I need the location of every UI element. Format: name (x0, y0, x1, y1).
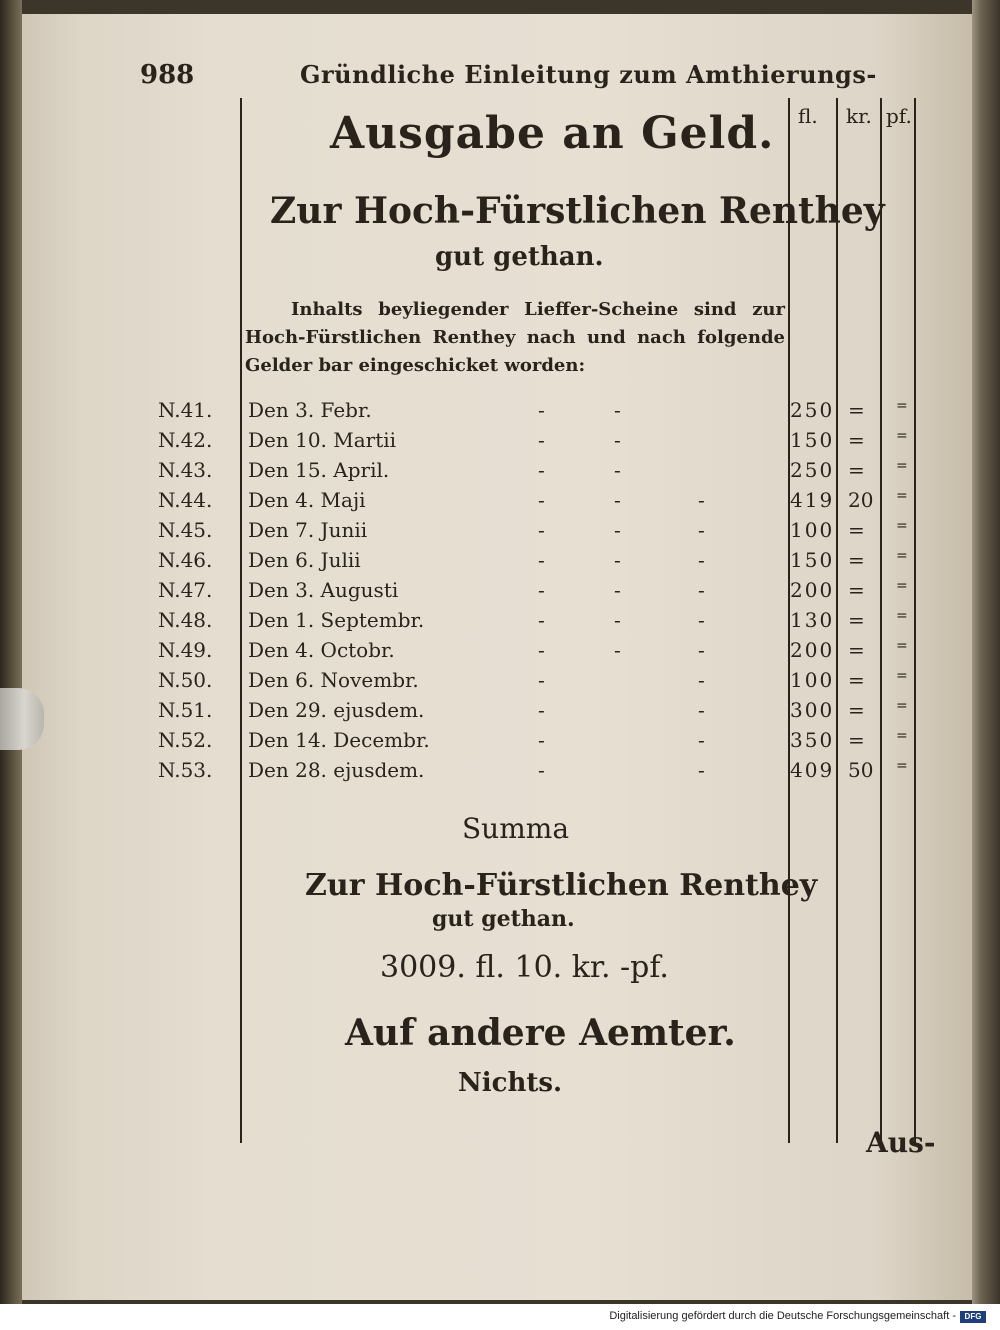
entry-dash: - (538, 398, 545, 422)
entry-florins: 100 (790, 668, 835, 692)
entry-dash: - (538, 728, 545, 752)
entry-date: Den 4. Octobr. (248, 638, 395, 662)
column-header-pf: pf. (886, 104, 912, 128)
entry-dash: - (698, 578, 705, 602)
page-number: 988 (140, 60, 195, 90)
table-row (158, 638, 918, 668)
table-row (158, 458, 918, 488)
entry-dash: - (538, 548, 545, 572)
entry-number: N.49. (158, 638, 213, 662)
entry-kreuzer: = (848, 638, 865, 662)
entry-kreuzer: = (848, 458, 865, 482)
entry-dash: - (698, 698, 705, 722)
entry-date: Den 6. Novembr. (248, 668, 419, 692)
table-row (158, 698, 918, 728)
entry-kreuzer: = (848, 728, 865, 752)
entry-number: N.53. (158, 758, 213, 782)
entry-kreuzer: = (848, 518, 865, 542)
entry-pfennig: = (896, 458, 908, 474)
entry-date: Den 4. Maji (248, 488, 366, 512)
entry-florins: 300 (790, 698, 835, 722)
entry-date: Den 29. ejusdem. (248, 698, 425, 722)
entry-kreuzer: = (848, 398, 865, 422)
entry-dash: - (614, 578, 621, 602)
entry-pfennig: = (896, 758, 908, 774)
summa-label: Summa (462, 812, 570, 845)
entry-kreuzer: = (848, 578, 865, 602)
entry-florins: 250 (790, 398, 835, 422)
entry-florins: 419 (790, 488, 835, 512)
entry-dash: - (538, 698, 545, 722)
entry-dash: - (614, 518, 621, 542)
other-offices-heading: Auf andere Aemter. (345, 1012, 736, 1054)
entry-kreuzer: = (848, 548, 865, 572)
entry-pfennig: = (896, 548, 908, 564)
footer-credit: Digitalisierung gefördert durch die Deutsche Forschungsgemeinschaft - (609, 1310, 956, 1322)
entry-florins: 150 (790, 428, 835, 452)
page-clip (0, 688, 44, 750)
entry-pfennig: = (896, 608, 908, 624)
dfg-logo: DFG (960, 1311, 986, 1323)
page-title: Ausgabe an Geld. (330, 108, 775, 159)
entry-kreuzer: = (848, 698, 865, 722)
entry-dash: - (698, 668, 705, 692)
entry-kreuzer: 20 (848, 488, 874, 512)
entry-date: Den 15. April. (248, 458, 390, 482)
entry-date: Den 3. Augusti (248, 578, 399, 602)
entry-kreuzer: = (848, 428, 865, 452)
entry-number: N.50. (158, 668, 213, 692)
entry-pfennig: = (896, 668, 908, 684)
running-head: Gründliche Einleitung zum Amthierungs- (300, 60, 877, 89)
entry-dash: - (538, 428, 545, 452)
column-header-kr: kr. (846, 104, 872, 128)
table-row (158, 428, 918, 458)
book-fore-edge (972, 0, 1000, 1304)
entry-date: Den 14. Decembr. (248, 728, 430, 752)
entry-dash: - (538, 668, 545, 692)
entry-pfennig: = (896, 728, 908, 744)
nothing-label: Nichts. (458, 1068, 563, 1098)
entry-florins: 250 (790, 458, 835, 482)
book-spine-edge (0, 0, 22, 1304)
entry-dash: - (698, 488, 705, 512)
entry-dash: - (614, 398, 621, 422)
entry-dash: - (698, 638, 705, 662)
entry-dash: - (538, 458, 545, 482)
entry-date: Den 3. Febr. (248, 398, 372, 422)
entry-number: N.46. (158, 548, 213, 572)
entry-kreuzer: = (848, 668, 865, 692)
entry-dash: - (698, 728, 705, 752)
table-row (158, 758, 918, 788)
column-header-fl: fl. (798, 104, 818, 128)
entry-number: N.41. (158, 398, 213, 422)
entry-dash: - (538, 578, 545, 602)
summa-total: 3009. fl. 10. kr. -pf. (380, 950, 669, 985)
entry-date: Den 6. Julii (248, 548, 361, 572)
entry-pfennig: = (896, 518, 908, 534)
intro-paragraph: Inhalts beyliegender Lieffer-Scheine sind zur Hoch-Fürstlichen Renthey nach und nach folgende Gelder bar eingeschicket worden: (245, 299, 785, 376)
table-row (158, 578, 918, 608)
entry-kreuzer: 50 (848, 758, 874, 782)
entry-pfennig: = (896, 428, 908, 444)
catchword: Aus- (866, 1126, 936, 1159)
entry-number: N.42. (158, 428, 213, 452)
entry-dash: - (614, 428, 621, 452)
entry-florins: 200 (790, 638, 835, 662)
entry-number: N.44. (158, 488, 213, 512)
summa-heading: Zur Hoch-Fürstlichen Renthey (305, 868, 818, 903)
entry-pfennig: = (896, 638, 908, 654)
table-row (158, 548, 918, 578)
entry-dash: - (698, 548, 705, 572)
entry-florins: 100 (790, 518, 835, 542)
table-row (158, 728, 918, 758)
entry-dash: - (538, 638, 545, 662)
table-row (158, 668, 918, 698)
summa-subheading: gut gethan. (432, 906, 575, 932)
entry-date: Den 7. Junii (248, 518, 368, 542)
entry-dash: - (698, 518, 705, 542)
entry-florins: 150 (790, 548, 835, 572)
entry-number: N.43. (158, 458, 213, 482)
entry-dash: - (614, 608, 621, 632)
entry-dash: - (614, 548, 621, 572)
entry-dash: - (538, 758, 545, 782)
table-row (158, 518, 918, 548)
entry-pfennig: = (896, 398, 908, 414)
section-subheading: gut gethan. (435, 242, 604, 272)
entry-number: N.52. (158, 728, 213, 752)
entry-pfennig: = (896, 578, 908, 594)
entry-number: N.45. (158, 518, 213, 542)
entry-dash: - (698, 758, 705, 782)
entry-florins: 409 (790, 758, 835, 782)
entry-dash: - (538, 608, 545, 632)
entry-date: Den 28. ejusdem. (248, 758, 425, 782)
entry-dash: - (614, 458, 621, 482)
entry-dash: - (698, 608, 705, 632)
entry-number: N.47. (158, 578, 213, 602)
entry-dash: - (538, 518, 545, 542)
entry-florins: 350 (790, 728, 835, 752)
entry-florins: 130 (790, 608, 835, 632)
entry-florins: 200 (790, 578, 835, 602)
entry-number: N.48. (158, 608, 213, 632)
entry-dash: - (614, 488, 621, 512)
section-heading: Zur Hoch-Fürstlichen Renthey (270, 190, 885, 232)
footer-bar (0, 1304, 1000, 1330)
table-row (158, 398, 918, 428)
table-row (158, 608, 918, 638)
entry-pfennig: = (896, 488, 908, 504)
entry-number: N.51. (158, 698, 213, 722)
entry-date: Den 10. Martii (248, 428, 397, 452)
entry-dash: - (614, 638, 621, 662)
entry-dash: - (538, 488, 545, 512)
entry-date: Den 1. Septembr. (248, 608, 425, 632)
table-row (158, 488, 918, 518)
entry-kreuzer: = (848, 608, 865, 632)
entry-pfennig: = (896, 698, 908, 714)
